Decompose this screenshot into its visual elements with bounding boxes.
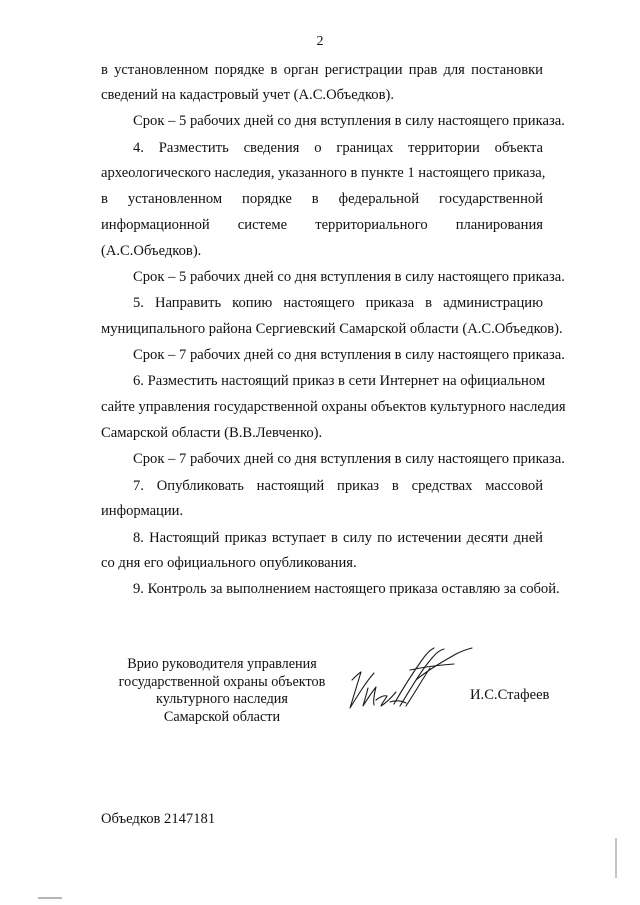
signatory-title: [100, 656, 344, 726]
text-line: сайте управления государственной охраны объектов культурного наследия: [101, 399, 566, 415]
text-line: сведений на кадастровый учет (А.С.Объедков).: [101, 87, 394, 103]
text-line: Самарской области (В.В.Левченко).: [101, 425, 323, 441]
signatory-title-line: культурного наследия: [156, 691, 288, 707]
item-6-line: 6. Разместить настоящий приказ в сети Интернет на официальном: [133, 373, 546, 389]
deadline-line: Срок – 7 рабочих дней со дня вступления в силу настоящего приказа.: [133, 347, 565, 363]
text-line: муниципального района Сергиевский Самарской области (А.С.Объедков).: [101, 321, 563, 337]
signer-name: И.С.Стафеев: [470, 687, 550, 703]
executor-info: Объедков 2147181: [101, 811, 216, 827]
deadline-line: Срок – 7 рабочих дней со дня вступления в силу настоящего приказа.: [133, 451, 565, 467]
text-line: информационной системе территориального планирования: [101, 217, 543, 233]
deadline-line: Срок – 5 рабочих дней со дня вступления в силу настоящего приказа.: [133, 113, 565, 129]
item-8-line: 8. Настоящий приказ вступает в силу по истечении десяти дней: [133, 530, 543, 546]
handwritten-signature-icon: [344, 640, 484, 725]
signatory-title-line: Самарской области: [163, 708, 281, 725]
text-line: со дня его официального опубликования.: [101, 555, 357, 571]
signatory-title-line: государственной охраны объектов: [118, 673, 326, 690]
text-line: археологического наследия, указанного в пункте 1 настоящего приказа,: [101, 165, 546, 181]
text-line: в установленном порядке в орган регистрации прав для постановки: [101, 62, 543, 78]
deadline-line: Срок – 5 рабочих дней со дня вступления в силу настоящего приказа.: [133, 269, 565, 285]
text-line: (А.С.Объедков).: [101, 243, 202, 259]
item-4-line: 4. Разместить сведения о границах территории объекта: [133, 140, 543, 156]
text-line: информации.: [101, 503, 184, 519]
item-5-line: 5. Направить копию настоящего приказа в администрацию: [133, 295, 543, 311]
signatory-title-line: Врио руководителя управления: [127, 656, 317, 672]
item-7-line: 7. Опубликовать настоящий приказ в средствах массовой: [133, 478, 543, 494]
item-9-line: 9. Контроль за выполнением настоящего приказа оставляю за собой.: [133, 581, 560, 597]
page-number: 2: [316, 34, 324, 49]
text-line: в установленном порядке в федеральной государственной: [101, 191, 543, 207]
